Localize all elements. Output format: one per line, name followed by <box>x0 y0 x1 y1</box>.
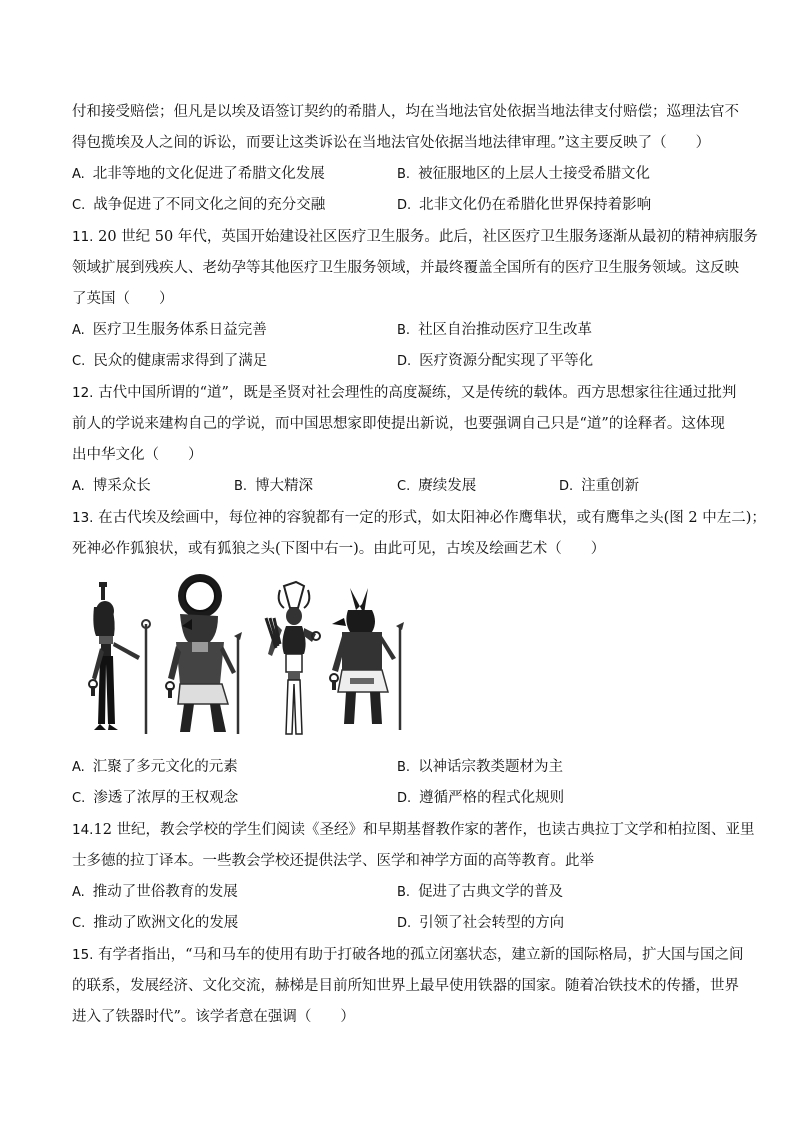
q10-text-line-1: 付和接受赔偿；但凡是以埃及语签订契约的希腊人，均在当地法官处依据当地法律支付赔偿；巡理法官不 <box>72 104 739 120</box>
option-text: 汇聚了多元文化的元素 <box>92 759 238 775</box>
option-text: 社区自治推动医疗卫生改革 <box>418 322 593 338</box>
q12-option-d[interactable] <box>559 476 639 497</box>
q11-text-line-2: 领域扩展到残疾人、老幼孕等其他医疗卫生服务领域，并最终覆盖全国所有的医疗卫生服务领域。这反映 <box>72 260 739 276</box>
q10-option-a[interactable] <box>72 164 325 185</box>
option-text: 推动了欧洲文化的发展 <box>93 915 239 931</box>
q14-line-1-text: 12 世纪，教会学校的学生们阅读《圣经》和早期基督教作家的著作，也读古典拉丁文学和柏拉图、亚里 <box>93 822 755 838</box>
q12-option-a[interactable] <box>72 476 151 497</box>
q14-text-line-2: 士多德的拉丁译本。一些教会学校还提供法学、医学和神学方面的高等教育。此举 <box>72 853 594 869</box>
option-label: B. <box>397 885 411 900</box>
option-text: 注重创新 <box>581 478 640 494</box>
q15-line-1-text: 有学者指出，“马和马车的使用有助于打破各地的孤立闭塞状态，建立新的国际格局，扩大国与国之间 <box>98 947 744 963</box>
anubis-jackal-god-figure <box>330 588 404 730</box>
option-label: D. <box>397 198 412 213</box>
option-label: B. <box>234 479 248 494</box>
option-label: A. <box>72 885 85 900</box>
q15-text-line-2: 的联系，发展经济、文化交流，赫梯是目前所知世界上最早使用铁器的国家。随着冶铁技术的传播，世界 <box>72 978 739 994</box>
option-label: D. <box>397 354 412 369</box>
option-label: D. <box>397 916 412 931</box>
option-text: 博大精深 <box>255 478 314 494</box>
q12-option-b[interactable] <box>234 476 313 497</box>
option-label: A. <box>72 479 85 494</box>
egyptian-gods-figure <box>80 574 420 744</box>
q15-text-line-3: 进入了铁器时代”。该学者意在强调（ ） <box>72 1009 355 1025</box>
question-number: 12. <box>72 385 94 401</box>
q14-option-b[interactable] <box>397 882 563 903</box>
option-label: C. <box>72 916 86 931</box>
question-number: 15. <box>72 947 94 963</box>
option-text: 博采众长 <box>92 478 151 494</box>
q10-text-line-2: 得包揽埃及人之间的诉讼，而要让这类诉讼在当地法官处依据当地法律审理。”这主要反映了（ ） <box>72 135 711 151</box>
q10-option-d[interactable] <box>397 195 651 216</box>
osiris-god-figure <box>266 582 320 734</box>
q11-line-1-text: 20 世纪 50 年代，英国开始建设社区医疗卫生服务。此后，社区医疗卫生服务逐渐从最初的精神病服务 <box>98 229 758 245</box>
option-label: A. <box>72 760 85 775</box>
q14-option-d[interactable] <box>397 913 564 934</box>
option-label: C. <box>72 791 86 806</box>
option-text: 以神话宗教类题材为主 <box>418 759 564 775</box>
option-label: B. <box>397 760 411 775</box>
goddess-figure <box>89 582 150 734</box>
option-label: A. <box>72 323 85 338</box>
q13-text-line-1 <box>72 508 766 528</box>
option-label: B. <box>397 167 411 182</box>
question-number: 14. <box>72 822 94 838</box>
q14-option-a[interactable] <box>72 882 238 903</box>
option-label: B. <box>397 323 411 338</box>
option-text: 遵循严格的程式化规则 <box>419 790 565 806</box>
option-text: 推动了世俗教育的发展 <box>92 884 238 900</box>
q12-text-line-2: 前人的学说来建构自己的学说，而中国思想家即使提出新说，也要强调自己只是“道”的诠释者。这体现 <box>72 416 725 432</box>
option-text: 促进了古典文学的普及 <box>418 884 564 900</box>
option-text: 被征服地区的上层人士接受希腊文化 <box>418 166 651 182</box>
q11-option-a[interactable] <box>72 320 267 341</box>
option-text: 北非等地的文化促进了希腊文化发展 <box>92 166 325 182</box>
q13-option-d[interactable] <box>397 788 564 809</box>
q11-option-c[interactable] <box>72 351 267 372</box>
q12-option-c[interactable] <box>397 476 476 497</box>
option-text: 战争促进了不同文化之间的充分交融 <box>93 197 326 213</box>
option-label: A. <box>72 167 85 182</box>
q13-line-1-text: 在古代埃及绘画中，每位神的容貌都有一定的形式，如太阳神必作鹰隼状，或有鹰隼之头(图 2 中左二)； <box>98 510 766 526</box>
q13-option-b[interactable] <box>397 757 563 778</box>
q11-option-d[interactable] <box>397 351 593 372</box>
q13-option-c[interactable] <box>72 788 238 809</box>
q13-text-line-2: 死神必作狐狼状，或有狐狼之头(下图中右一)。由此可见，古埃及绘画艺术（ ） <box>72 541 606 557</box>
option-label: C. <box>397 479 411 494</box>
option-label: C. <box>72 198 86 213</box>
q12-text-line-3: 出中华文化（ ） <box>72 447 203 463</box>
option-text: 赓续发展 <box>418 478 477 494</box>
q14-option-c[interactable] <box>72 913 238 934</box>
option-text: 北非文化仍在希腊化世界保持着影响 <box>419 197 652 213</box>
question-number: 13. <box>72 510 94 526</box>
q13-option-a[interactable] <box>72 757 238 778</box>
option-text: 引领了社会转型的方向 <box>419 915 565 931</box>
option-text: 民众的健康需求得到了满足 <box>93 353 268 369</box>
q10-option-b[interactable] <box>397 164 650 185</box>
option-label: D. <box>559 479 574 494</box>
question-number: 11. <box>72 229 94 245</box>
q11-text-line-1 <box>72 227 758 247</box>
option-text: 医疗卫生服务体系日益完善 <box>92 322 267 338</box>
option-text: 医疗资源分配实现了平等化 <box>419 353 594 369</box>
option-label: D. <box>397 791 412 806</box>
option-label: C. <box>72 354 86 369</box>
ra-falcon-god-figure <box>166 574 242 734</box>
q10-option-c[interactable] <box>72 195 325 216</box>
q12-line-1-text: 古代中国所谓的“道”，既是圣贤对社会理性的高度凝练，又是传统的载体。西方思想家往往通过批判 <box>98 385 737 401</box>
q11-text-line-3: 了英国（ ） <box>72 291 174 307</box>
option-text: 渗透了浓厚的王权观念 <box>93 790 239 806</box>
q15-text-line-1 <box>72 945 744 965</box>
q14-text-line-1 <box>72 820 755 840</box>
q12-text-line-1 <box>72 383 737 403</box>
q11-option-b[interactable] <box>397 320 592 341</box>
